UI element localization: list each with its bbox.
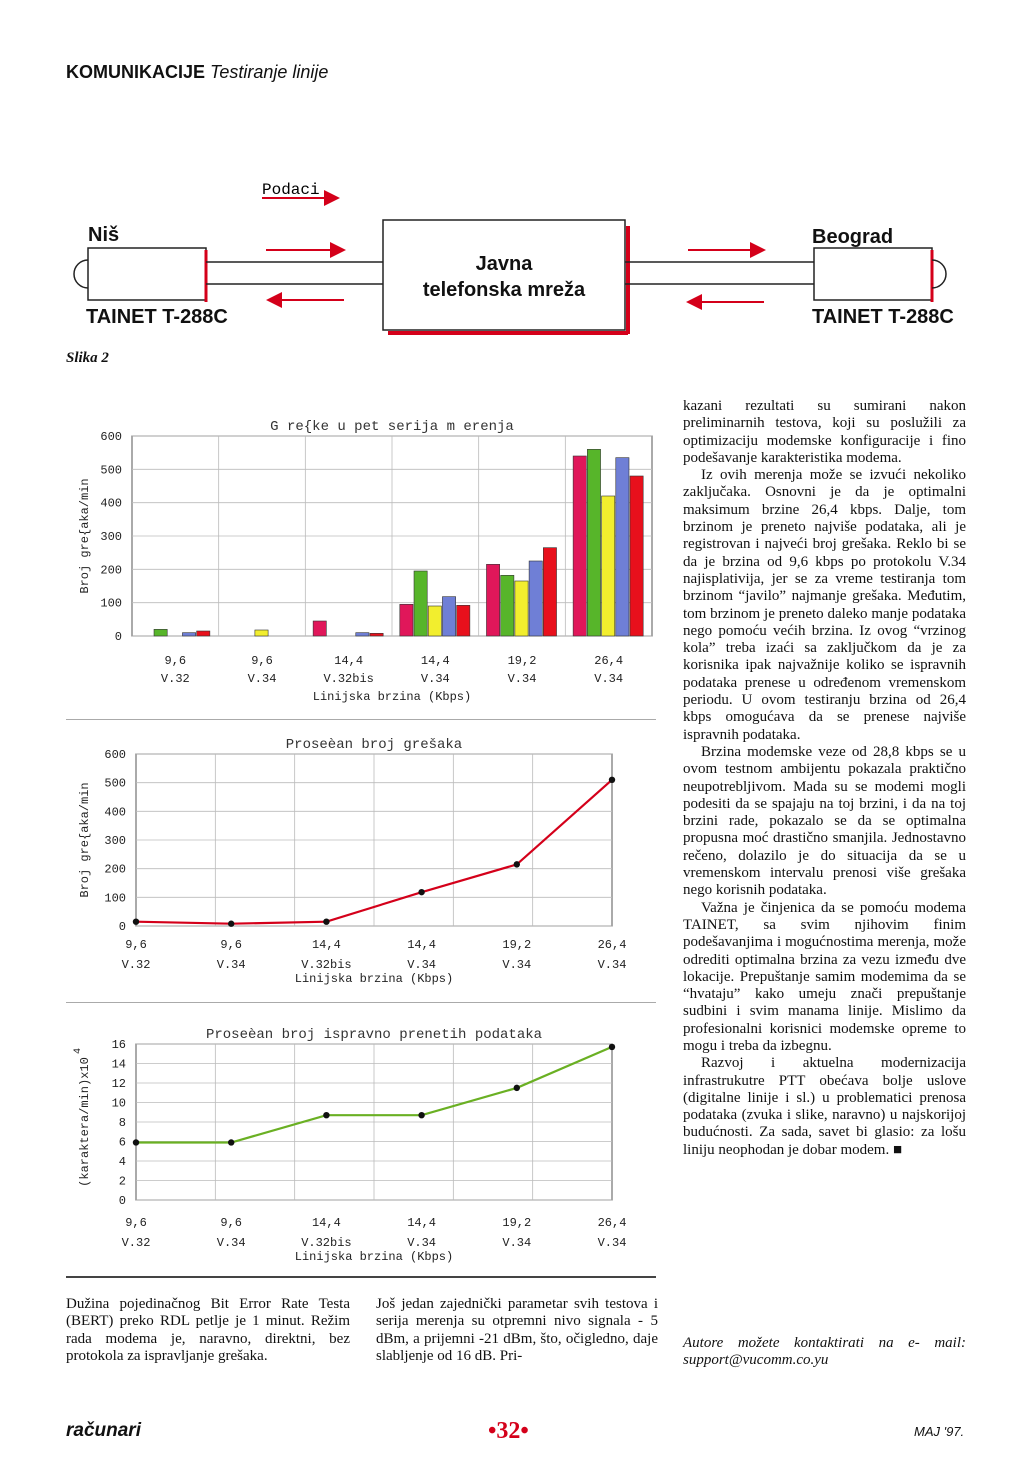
x-tick-label: V.34 bbox=[216, 1236, 246, 1250]
paragraph: kazani rezultati su sumirani nakon preliminarnih testova, koji su poslužili za optimizaciju modemske konfiguracije i fino podešavanje karakteristika modema. bbox=[683, 398, 966, 466]
y-axis-exponent: 4 bbox=[73, 1047, 84, 1054]
y-tick-label: 4 bbox=[118, 1155, 126, 1169]
bar bbox=[486, 564, 499, 636]
data-point bbox=[228, 921, 234, 927]
x-tick-label: V.34 bbox=[597, 1236, 627, 1250]
x-axis-label: Linijska brzina (Kbps) bbox=[294, 972, 454, 986]
paragraph: Važna je činjenica da se pomoću modema TAINET, sa svim njihovim finim podešavanjima i mogućnostima merenja, može odrediti optimalna brzina za vezu između dve lokacije. Prepuštanje samim modemima da se “hvataju” kako umeju znači prepuštanje sudbini i svim manama linije. Mislimo da profesionalni korisnici modemske opreme to mogu i treba da izbegnu. bbox=[683, 899, 966, 1054]
data-point bbox=[228, 1139, 234, 1145]
right-column bbox=[683, 398, 966, 1159]
bar bbox=[356, 633, 369, 636]
x-tick-label: V.32bis bbox=[301, 1236, 352, 1250]
divider bbox=[66, 1002, 656, 1003]
y-tick-label: 200 bbox=[100, 563, 122, 578]
bar bbox=[154, 629, 167, 636]
data-point bbox=[323, 919, 329, 925]
y-tick-label: 300 bbox=[104, 834, 126, 848]
x-tick-label: 19,2 bbox=[502, 1216, 532, 1230]
bar bbox=[515, 581, 528, 636]
bar bbox=[414, 571, 427, 636]
x-tick-label: V.32 bbox=[121, 958, 151, 972]
y-tick-label: 100 bbox=[100, 596, 122, 611]
x-axis-label: Linijska brzina (Kbps) bbox=[294, 1250, 454, 1264]
data-direction-label: Podaci bbox=[262, 181, 320, 199]
bar bbox=[255, 630, 268, 636]
y-axis-label: (karaktera/min)x10 bbox=[78, 1057, 92, 1187]
x-tick-label: V.34 bbox=[216, 958, 246, 972]
bottom-left-text: Dužina pojedinačnog Bit Error Rate Testa (BERT) preko RDL petlje je 1 minut. Režim rada modema je, naravno, direktni, bez protokola za ispravljanje grešaka. bbox=[66, 1296, 350, 1364]
y-tick-label: 12 bbox=[111, 1077, 126, 1091]
x-tick-label: V.34 bbox=[594, 672, 624, 686]
bar bbox=[197, 631, 210, 636]
data-point bbox=[323, 1112, 329, 1118]
bar bbox=[313, 621, 326, 636]
x-tick-label: 9,6 bbox=[164, 654, 187, 668]
paragraph: Razvoj i aktuelna modernizacija infrastrukutre PTT obećava bolje uslove (digitalne linije i sl.) u problematici prenosa podataka (zvuka i slike, naravno) u najskorijoj budućnosti. Za sada, savet bi glasio: za lošu liniju neophodan je dobar modem. ■ bbox=[683, 1055, 966, 1158]
chart-title: Proseèan broj grešaka bbox=[285, 737, 463, 753]
y-tick-label: 6 bbox=[118, 1135, 126, 1150]
x-tick-label: 14,4 bbox=[407, 938, 437, 952]
y-axis-label: Broj gre{aka/min bbox=[78, 782, 92, 898]
data-point bbox=[609, 777, 615, 783]
bar bbox=[616, 458, 629, 636]
y-tick-label: 600 bbox=[104, 748, 126, 762]
section-subtitle: Testiranje linije bbox=[210, 62, 329, 82]
y-tick-label: 14 bbox=[111, 1057, 126, 1072]
x-tick-label: 9,6 bbox=[125, 1216, 147, 1230]
data-point bbox=[133, 1139, 139, 1145]
y-tick-label: 100 bbox=[104, 891, 126, 906]
x-tick-label: 14,4 bbox=[334, 654, 364, 668]
y-tick-label: 8 bbox=[118, 1116, 126, 1130]
bar bbox=[573, 456, 586, 636]
x-tick-label: V.32 bbox=[121, 1236, 151, 1250]
x-tick-label: V.34 bbox=[407, 1236, 437, 1250]
left-device-label: TAINET T-288C bbox=[86, 306, 228, 328]
y-tick-label: 200 bbox=[104, 862, 126, 877]
section-title: KOMUNIKACIJE bbox=[66, 62, 206, 82]
x-tick-label: 26,4 bbox=[597, 1216, 627, 1230]
x-tick-label: V.34 bbox=[247, 672, 277, 686]
y-tick-label: 0 bbox=[114, 630, 122, 644]
y-tick-label: 400 bbox=[100, 496, 122, 511]
x-tick-label: V.34 bbox=[507, 672, 537, 686]
y-tick-label: 300 bbox=[100, 530, 122, 544]
x-tick-label: 14,4 bbox=[420, 654, 450, 668]
network-label bbox=[383, 251, 625, 303]
bar bbox=[442, 597, 455, 636]
x-tick-label: V.32bis bbox=[301, 958, 352, 972]
divider bbox=[66, 1276, 656, 1278]
data-point bbox=[418, 889, 424, 895]
right-modem-box bbox=[814, 248, 932, 300]
x-tick-label: 9,6 bbox=[220, 1216, 243, 1230]
bar bbox=[501, 575, 514, 636]
contact-note: Autore možete kontaktirati na e- mail: support@vucomm.co.yu bbox=[683, 1335, 966, 1369]
y-tick-label: 500 bbox=[104, 776, 126, 791]
bottom-middle-text: Još jedan zajednički parametar svih testova i serija merenja su otpremni nivo signala - 5 dBm, a prijemni -21 dBm, što, očigledno, daje slabljenje od 16 dB. Pri- bbox=[376, 1296, 658, 1364]
y-tick-label: 2 bbox=[118, 1174, 126, 1189]
page-number: •32• bbox=[488, 1418, 529, 1444]
figure-caption: Slika 2 bbox=[66, 350, 109, 366]
x-tick-label: 14,4 bbox=[311, 938, 341, 952]
y-tick-label: 0 bbox=[118, 920, 126, 934]
chart-title: Proseèan broj ispravno prenetih podataka bbox=[205, 1027, 543, 1043]
x-tick-label: 19,2 bbox=[507, 654, 537, 668]
data-point bbox=[133, 919, 139, 925]
x-tick-label: 14,4 bbox=[407, 1216, 437, 1230]
bar bbox=[428, 606, 441, 636]
x-tick-label: V.32 bbox=[160, 672, 190, 686]
x-tick-label: V.34 bbox=[407, 958, 437, 972]
x-tick-label: 26,4 bbox=[594, 654, 624, 668]
bar bbox=[630, 476, 643, 636]
y-tick-label: 600 bbox=[100, 430, 122, 444]
chart-average-errors bbox=[66, 732, 662, 994]
x-tick-label: V.32bis bbox=[323, 672, 374, 686]
y-tick-label: 16 bbox=[111, 1038, 126, 1052]
x-tick-label: V.34 bbox=[502, 1236, 532, 1250]
network-label-line1: Javna bbox=[475, 253, 533, 275]
bar bbox=[182, 633, 195, 636]
paragraph: Brzina modemske veze od 28,8 kbps se u ovom testnom ambijentu pokazala praktično neupotrebljivom. Mada su se modemi mogli podesiti da se spajaju na toj brzini, i da na toj brzini rade, pokazalo se da se optimalna propusna moć drastično smanjila. Jednostavno rečeno, dolazilo je do situacija da se u vremenskom intervalu prenosi više grešaka nego korisnih podataka. bbox=[683, 743, 966, 899]
issue-date: MAJ '97. bbox=[914, 1424, 965, 1439]
x-tick-label: V.34 bbox=[420, 672, 450, 686]
x-tick-label: V.34 bbox=[597, 958, 627, 972]
chart-title: G re{ke u pet serija m erenja bbox=[270, 419, 514, 435]
data-point bbox=[514, 861, 520, 867]
x-tick-label: V.34 bbox=[502, 958, 532, 972]
y-tick-label: 10 bbox=[111, 1096, 126, 1111]
y-axis-label: Broj gre{aka/min bbox=[78, 478, 92, 594]
x-tick-label: 26,4 bbox=[597, 938, 627, 952]
bar bbox=[543, 548, 556, 636]
divider bbox=[66, 719, 656, 720]
paragraph: Iz ovih merenja može se izvući nekoliko zaključaka. Osnovni je da je optimalni maksimum brzine 26,4 kbps. Dalje, tom brzinom je preneto najviše podataka, ali je registrovan i najveći broj grešaka. Reklo bi se da je brzina od 9,6 kbps po protokolu V.34 najisplativija, jer se za vreme testiranja tom brzinom “javilo” najmanje grešaka. Međutim, tom brzinom je preneto daleko manje podataka nego pomoću većih brzina. Iz ovog “vrzinog kola” treba izaći sa zaključkom da je za korisnika ipak najvažnije koliko se ispravnih podataka prenese u određenom vremenskom periodu. U ovom testiranju brzina od 26,4 kbps omogućava da se prenese najviše ispravnih podataka. bbox=[683, 467, 966, 743]
bar bbox=[602, 496, 615, 636]
left-modem-box bbox=[88, 248, 206, 300]
x-axis-label: Linijska brzina (Kbps) bbox=[312, 690, 472, 704]
x-tick-label: 9,6 bbox=[251, 654, 273, 668]
y-tick-label: 500 bbox=[100, 463, 122, 478]
data-point bbox=[418, 1112, 424, 1118]
network-label-line2: telefonska mreža bbox=[422, 279, 586, 301]
bar bbox=[457, 605, 470, 636]
page-header bbox=[66, 62, 328, 83]
data-point bbox=[514, 1085, 520, 1091]
chart-errors-series bbox=[66, 408, 662, 718]
chart-average-throughput bbox=[66, 1022, 662, 1270]
right-city-label: Beograd bbox=[812, 226, 894, 248]
bar bbox=[370, 633, 383, 636]
left-city-label: Niš bbox=[88, 224, 120, 246]
y-tick-label: 0 bbox=[118, 1194, 126, 1208]
bar bbox=[529, 561, 542, 636]
x-tick-label: 9,6 bbox=[220, 938, 243, 952]
x-tick-label: 19,2 bbox=[502, 938, 532, 952]
magazine-name: računari bbox=[66, 1420, 141, 1441]
x-tick-label: 14,4 bbox=[311, 1216, 341, 1230]
bar bbox=[587, 449, 600, 636]
data-point bbox=[609, 1044, 615, 1050]
y-tick-label: 400 bbox=[104, 805, 126, 820]
x-tick-label: 9,6 bbox=[125, 938, 147, 952]
bar bbox=[400, 604, 413, 636]
right-device-label: TAINET T-288C bbox=[812, 306, 954, 328]
